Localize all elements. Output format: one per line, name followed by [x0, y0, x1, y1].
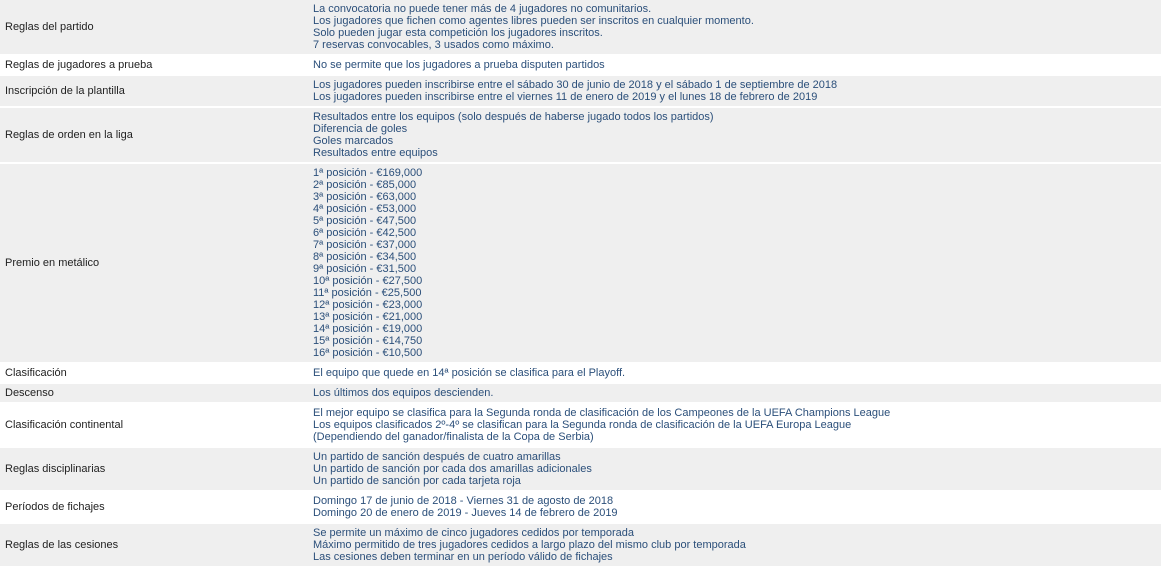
prize-line: 11ª posición - €25,500 [313, 287, 422, 299]
prize-line: 6ª posición - €42,500 [313, 227, 417, 239]
prize-line: 1ª posición - €169,000 [313, 167, 423, 179]
rule-line: Las cesiones deben terminar en un período válido de fichajes [313, 551, 613, 563]
rule-label: Inscripción de la plantilla [5, 85, 125, 97]
rule-line: Solo pueden jugar esta competición los jugadores inscritos. [313, 27, 603, 39]
prize-line: 10ª posición - €27,500 [313, 275, 423, 287]
rule-label: Reglas de las cesiones [5, 539, 119, 551]
rule-value [310, 448, 1161, 490]
rule-line: Los últimos dos equipos descienden. [313, 387, 494, 399]
rule-value [310, 404, 1161, 446]
rule-line: (Dependiendo del ganador/finalista de la Copa de Serbia) [313, 431, 594, 443]
rule-line: Se permite un máximo de cinco jugadores cedidos por temporada [313, 527, 635, 539]
rule-row-transfer-windows [0, 492, 1161, 522]
prize-line: 5ª posición - €47,500 [313, 215, 417, 227]
rule-row-relegation [0, 384, 1161, 402]
rule-label: Clasificación continental [5, 419, 124, 431]
rule-line: Un partido de sanción después de cuatro amarillas [313, 451, 561, 463]
rule-value [310, 164, 1161, 362]
prize-line: 9ª posición - €31,500 [313, 263, 417, 275]
prize-line: 4ª posición - €53,000 [313, 203, 417, 215]
rule-value [310, 108, 1161, 162]
rule-line: Goles marcados [313, 135, 394, 147]
rule-line: Los jugadores que fichen como agentes libres pueden ser inscritos en cualquier momento. [313, 15, 754, 27]
rule-line: El equipo que quede en 14ª posición se clasifica para el Playoff. [313, 367, 626, 379]
rule-line: Diferencia de goles [313, 123, 408, 135]
rule-row-qualification [0, 364, 1161, 382]
rule-line: No se permite que los jugadores a prueba disputen partidos [313, 59, 605, 71]
rule-row-squad-registration [0, 76, 1161, 106]
rule-label: Reglas de orden en la liga [5, 129, 133, 141]
rule-row-prize-money [0, 164, 1161, 362]
prize-line: 7ª posición - €37,000 [313, 239, 417, 251]
rule-row-league-order [0, 108, 1161, 162]
rule-value [310, 76, 1161, 106]
rule-label: Reglas de jugadores a prueba [5, 59, 153, 71]
rule-line: Los equipos clasificados 2º-4º se clasifican para la Segunda ronda de clasificación de la UEFA Europa League [313, 419, 852, 431]
rule-value [310, 524, 1161, 566]
prize-line: 15ª posición - €14,750 [313, 335, 423, 347]
rule-value [310, 492, 1161, 522]
rule-value [310, 384, 1161, 402]
prize-line: 8ª posición - €34,500 [313, 251, 417, 263]
rule-label: Períodos de fichajes [5, 501, 105, 513]
prize-line: 14ª posición - €19,000 [313, 323, 423, 335]
rule-value [310, 56, 1161, 74]
rule-value [310, 0, 1161, 54]
rule-label: Reglas del partido [5, 21, 94, 33]
rule-line: Los jugadores pueden inscribirse entre el viernes 11 de enero de 2019 y el lunes 18 de febrero de 2019 [313, 91, 818, 103]
rule-label: Premio en metálico [5, 257, 100, 269]
rule-label: Reglas disciplinarias [5, 463, 106, 475]
rule-row-trial-players [0, 56, 1161, 74]
rule-line: El mejor equipo se clasifica para la Segunda ronda de clasificación de los Campeones de la UEFA Champions League [313, 407, 891, 419]
rule-row-continental-qualification [0, 404, 1161, 446]
rule-line: Domingo 20 de enero de 2019 - Jueves 14 de febrero de 2019 [313, 507, 618, 519]
prize-line: 16ª posición - €10,500 [313, 347, 423, 359]
rule-line: Máximo permitido de tres jugadores cedidos a largo plazo del mismo club por temporada [313, 539, 746, 551]
rule-value [310, 364, 1161, 382]
rule-line: Un partido de sanción por cada tarjeta roja [313, 475, 521, 487]
rule-line: Un partido de sanción por cada dos amarillas adicionales [313, 463, 592, 475]
rule-line: 7 reservas convocables, 3 usados como máximo. [313, 39, 554, 51]
rule-line: Resultados entre equipos [313, 147, 438, 159]
rule-row-disciplinary [0, 448, 1161, 490]
rule-line: La convocatoria no puede tener más de 4 jugadores no comunitarios. [313, 3, 652, 15]
rule-row-match-rules [0, 0, 1161, 54]
rule-line: Los jugadores pueden inscribirse entre el sábado 30 de junio de 2018 y el sábado 1 de septiembre de 2018 [313, 79, 838, 91]
prize-line: 2ª posición - €85,000 [313, 179, 417, 191]
prize-line: 3ª posición - €63,000 [313, 191, 417, 203]
rule-line: Domingo 17 de junio de 2018 - Viernes 31 de agosto de 2018 [313, 495, 614, 507]
prize-line: 13ª posición - €21,000 [313, 311, 423, 323]
rule-row-loans [0, 524, 1161, 566]
rule-label: Clasificación [5, 367, 67, 379]
prize-line: 12ª posición - €23,000 [313, 299, 423, 311]
rule-label: Descenso [5, 387, 54, 399]
rule-line: Resultados entre los equipos (solo después de haberse jugado todos los partidos) [313, 111, 714, 123]
